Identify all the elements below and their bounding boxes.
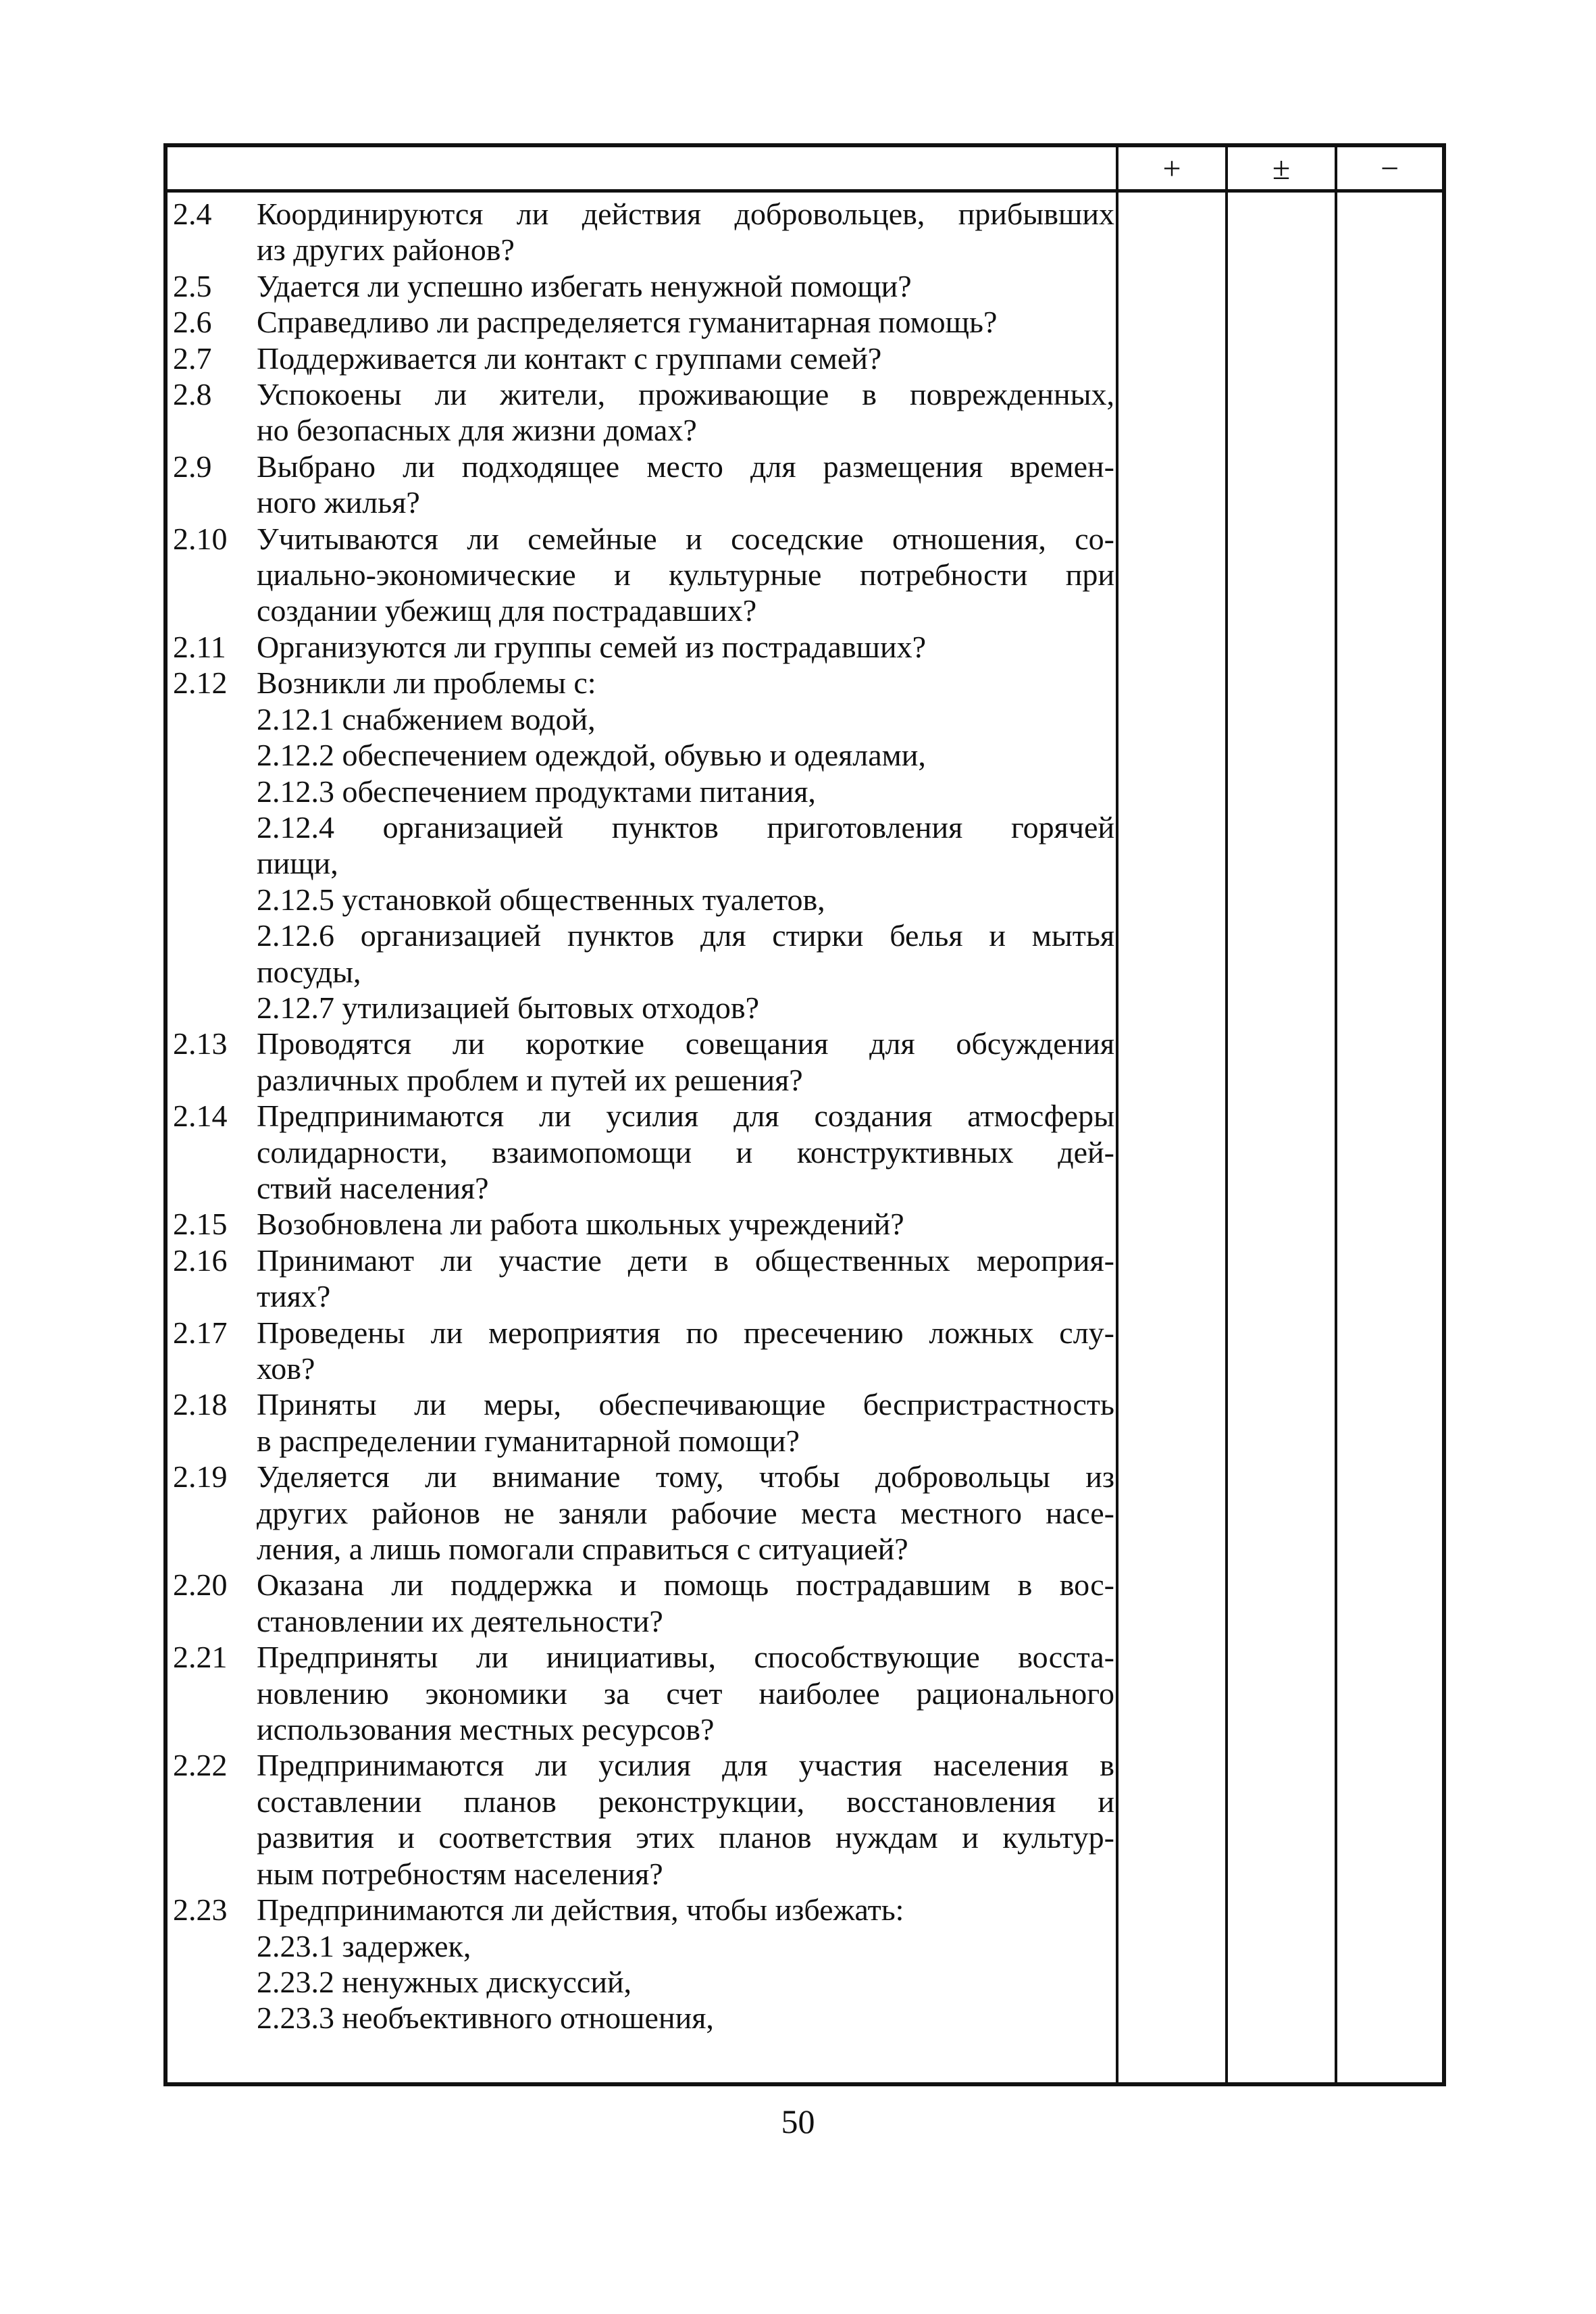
question-row	[173, 1386, 1118, 1459]
question-row	[173, 1892, 1118, 1928]
question-text	[257, 701, 1114, 737]
question-text	[257, 1639, 1114, 1747]
question-text-line: развития и соответствия этих планов нуждам и культур-	[257, 1820, 1114, 1855]
header-divider	[168, 189, 1442, 193]
question-number: 2.6	[173, 305, 212, 340]
question-number: 2.18	[173, 1387, 228, 1422]
question-number: 2.17	[173, 1315, 228, 1350]
question-text-line: Проведены ли мероприятия по пресечению ложных слу-	[257, 1315, 1114, 1350]
question-text-line: становлении их деятельности?	[257, 1603, 663, 1638]
question-text-line: Предприняты ли инициативы, способствующие восста-	[257, 1640, 1114, 1675]
question-number: 2.15	[173, 1207, 228, 1242]
question-text-line: 2.12.6 организацией пунктов для стирки белья и мытья	[257, 918, 1114, 953]
question-text-line: хов?	[257, 1351, 315, 1386]
sub-question-row	[173, 1928, 1118, 1964]
sub-question-row	[173, 774, 1118, 809]
question-text-line: 2.12.7 утилизацией бытовых отходов?	[257, 990, 760, 1025]
question-text	[257, 1242, 1114, 1315]
question-number: 2.20	[173, 1567, 228, 1603]
question-text-line: различных проблем и путей их решения?	[257, 1062, 803, 1097]
question-text	[257, 1315, 1114, 1387]
sub-question-row	[173, 1964, 1118, 2000]
question-row	[173, 1206, 1118, 1242]
question-text-line: пищи,	[257, 846, 338, 881]
question-text	[257, 196, 1114, 268]
question-text-line: Приняты ли меры, обеспечивающие беспристрастность	[257, 1387, 1114, 1422]
question-text-line: Поддерживается ли контакт с группами семей?	[257, 341, 882, 376]
question-text-line: создании убежищ для пострадавших?	[257, 593, 757, 628]
question-number: 2.13	[173, 1026, 228, 1061]
question-text	[257, 882, 1114, 917]
question-text-line: Организуются ли группы семей из пострадавших?	[257, 629, 926, 664]
question-text	[257, 737, 1114, 773]
question-text-line: циально-экономические и культурные потребности при	[257, 557, 1114, 593]
question-row	[173, 1026, 1118, 1098]
question-number: 2.19	[173, 1459, 228, 1494]
question-text	[257, 990, 1114, 1026]
question-number: 2.23	[173, 1892, 228, 1928]
question-number: 2.4	[173, 197, 212, 231]
question-text	[257, 1567, 1114, 1639]
question-text	[257, 1026, 1114, 1098]
question-row	[173, 629, 1118, 665]
question-row	[173, 196, 1118, 268]
question-text-line: ного жилья?	[257, 485, 420, 520]
question-number: 2.12	[173, 665, 228, 701]
question-text	[257, 376, 1114, 449]
question-row	[173, 376, 1118, 449]
question-text-line: 2.12.5 установкой общественных туалетов,	[257, 882, 825, 917]
question-text-line: Координируются ли действия добровольцев, прибывших	[257, 197, 1114, 231]
question-text-line: из других районов?	[257, 232, 515, 268]
question-text-line: но безопасных для жизни домах?	[257, 413, 697, 448]
question-row	[173, 1639, 1118, 1747]
question-text-line: Учитываются ли семейные и соседские отношения, со-	[257, 521, 1114, 556]
question-number: 2.11	[173, 629, 226, 664]
question-text	[257, 809, 1114, 882]
question-text	[257, 1386, 1114, 1459]
question-text	[257, 449, 1114, 521]
question-text	[257, 304, 1114, 340]
question-list	[173, 196, 1118, 2036]
column-divider	[1335, 147, 1337, 2082]
question-row	[173, 1242, 1118, 1315]
question-number: 2.9	[173, 449, 212, 484]
question-number: 2.21	[173, 1640, 228, 1675]
sub-question-row	[173, 917, 1118, 990]
question-row	[173, 665, 1118, 701]
question-row	[173, 304, 1118, 340]
column-header-plus: +	[1162, 151, 1181, 186]
question-row	[173, 449, 1118, 521]
question-text-line: составлении планов реконструкции, восстановления и	[257, 1784, 1114, 1819]
question-text	[257, 665, 1114, 701]
question-text-line: 2.12.2 обеспечением одеждой, обувью и одеялами,	[257, 738, 926, 773]
question-text	[257, 1747, 1114, 1892]
question-text-line: Принимают ли участие дети в общественных мероприя-	[257, 1242, 1114, 1278]
question-number: 2.16	[173, 1242, 228, 1278]
question-text	[257, 1098, 1114, 1206]
question-row	[173, 1747, 1118, 1892]
checklist-table	[163, 143, 1446, 2086]
question-text	[257, 2000, 1114, 2036]
sub-question-row	[173, 809, 1118, 882]
question-text-line: ствий населения?	[257, 1170, 489, 1205]
sub-question-row	[173, 737, 1118, 773]
question-row	[173, 1567, 1118, 1639]
question-row	[173, 1459, 1118, 1567]
question-number: 2.8	[173, 377, 212, 412]
question-row	[173, 521, 1118, 629]
question-text-line: 2.23.3 необъективного отношения,	[257, 2001, 714, 2036]
question-text	[257, 1206, 1114, 1242]
question-text	[257, 774, 1114, 809]
sub-question-row	[173, 2000, 1118, 2036]
question-row	[173, 1098, 1118, 1206]
question-text	[257, 1459, 1114, 1567]
question-number: 2.7	[173, 341, 212, 376]
question-text-line: Оказана ли поддержка и помощь пострадавшим в вос-	[257, 1567, 1114, 1603]
question-text-line: ным потребностям населения?	[257, 1856, 663, 1891]
sub-question-row	[173, 882, 1118, 917]
question-text-line: использования местных ресурсов?	[257, 1712, 715, 1747]
question-text-line: ления, а лишь помогали справиться с ситуацией?	[257, 1532, 908, 1567]
question-text-line: Возобновлена ли работа школьных учреждений?	[257, 1207, 904, 1242]
column-header-minus: −	[1380, 151, 1399, 186]
question-text-line: Справедливо ли распределяется гуманитарная помощь?	[257, 305, 998, 340]
question-text	[257, 1928, 1114, 1964]
question-text	[257, 521, 1114, 629]
question-text-line: Предпринимаются ли усилия для создания атмосферы	[257, 1099, 1114, 1134]
question-text-line: 2.23.1 задержек,	[257, 1928, 471, 1963]
question-text-line: 2.23.2 ненужных дискуссий,	[257, 1964, 632, 1999]
question-text	[257, 629, 1114, 665]
question-text-line: новлению экономики за счет наиболее рационального	[257, 1676, 1114, 1711]
column-header-plus-minus: ±	[1272, 151, 1291, 186]
question-text-line: Удается ли успешно избегать ненужной помощи?	[257, 268, 912, 303]
question-row	[173, 268, 1118, 304]
question-row	[173, 1315, 1118, 1387]
question-text-line: 2.12.4 организацией пунктов приготовления горячей	[257, 809, 1114, 845]
question-text-line: Уделяется ли внимание тому, чтобы добровольцы из	[257, 1459, 1114, 1494]
question-text	[257, 341, 1114, 376]
question-text-line: 2.12.3 обеспечением продуктами питания,	[257, 774, 816, 809]
question-text-line: Выбрано ли подходящее место для размещения времен-	[257, 449, 1114, 484]
sub-question-row	[173, 990, 1118, 1026]
question-number: 2.14	[173, 1099, 228, 1134]
question-text	[257, 1892, 1114, 1928]
question-text-line: солидарности, взаимопомощи и конструктивных дей-	[257, 1134, 1114, 1169]
question-text-line: других районов не заняли рабочие места местного насе-	[257, 1495, 1114, 1530]
sub-question-row	[173, 701, 1118, 737]
question-text-line: Успокоены ли жители, проживающие в поврежденных,	[257, 377, 1114, 412]
question-text-line: Проводятся ли короткие совещания для обсуждения	[257, 1026, 1114, 1061]
question-text-line: тиях?	[257, 1279, 331, 1314]
question-text	[257, 917, 1114, 990]
question-row	[173, 341, 1118, 376]
column-divider	[1225, 147, 1228, 2082]
question-number: 2.5	[173, 268, 212, 303]
question-text-line: Предпринимаются ли усилия для участия населения в	[257, 1748, 1114, 1783]
page-number: 50	[781, 2103, 815, 2140]
question-text-line: в распределении гуманитарной помощи?	[257, 1423, 800, 1458]
question-text-line: 2.12.1 снабжением водой,	[257, 701, 596, 736]
question-number: 2.22	[173, 1748, 228, 1783]
question-text-line: Возникли ли проблемы с:	[257, 665, 596, 701]
question-text-line: Предпринимаются ли действия, чтобы избежать:	[257, 1892, 904, 1928]
question-text-line: посуды,	[257, 954, 361, 989]
question-text	[257, 1964, 1114, 2000]
question-number: 2.10	[173, 521, 228, 556]
question-text	[257, 268, 1114, 304]
